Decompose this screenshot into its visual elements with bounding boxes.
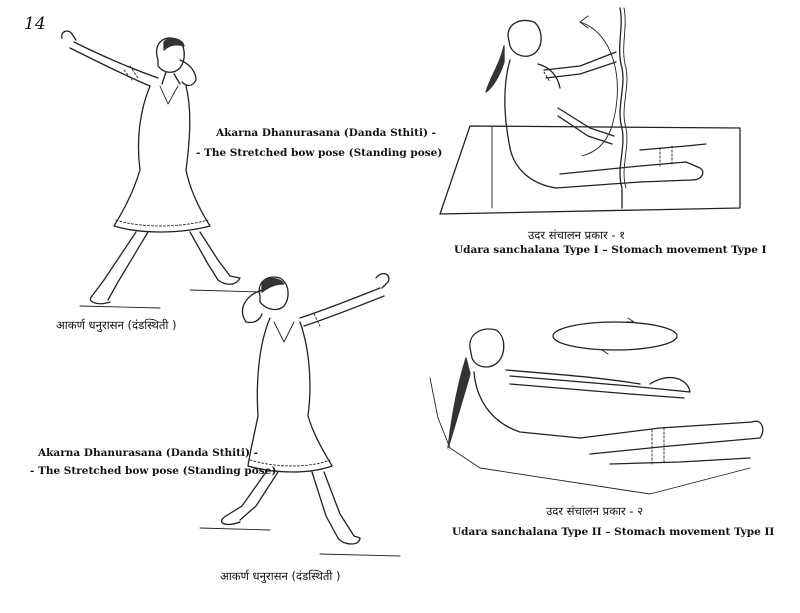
caption-hi-type2: उदर संचालन प्रकार - २ — [546, 504, 644, 518]
stomach-movement-type1-illustration — [440, 8, 760, 218]
stomach-movement-type2-illustration — [430, 318, 770, 498]
caption-en-type2: Udara sanchalana Type II – Stomach movement Type II — [452, 526, 775, 538]
caption-en-line2-bottom: - The Stretched bow pose (Standing pose) — [30, 465, 277, 477]
caption-hi-top: आकर्ण धनुरासन (दंडस्थिती ) — [56, 318, 177, 332]
caption-en-line1-bottom: Akarna Dhanurasana (Danda Sthiti) - — [38, 447, 258, 459]
caption-hi-type1: उदर संचालन प्रकार - १ — [528, 228, 626, 242]
page-number: 14 — [24, 14, 46, 34]
caption-en-line2-top: - The Stretched bow pose (Standing pose) — [196, 147, 443, 159]
standing-bow-pose-illustration-bottom — [200, 266, 420, 556]
caption-en-line1-top: Akarna Dhanurasana (Danda Sthiti) - — [216, 127, 436, 139]
caption-hi-bottom: आकर्ण धनुरासन (दंडस्थिती ) — [220, 569, 341, 583]
caption-en-type1: Udara sanchalana Type I – Stomach movement Type I — [454, 244, 767, 256]
